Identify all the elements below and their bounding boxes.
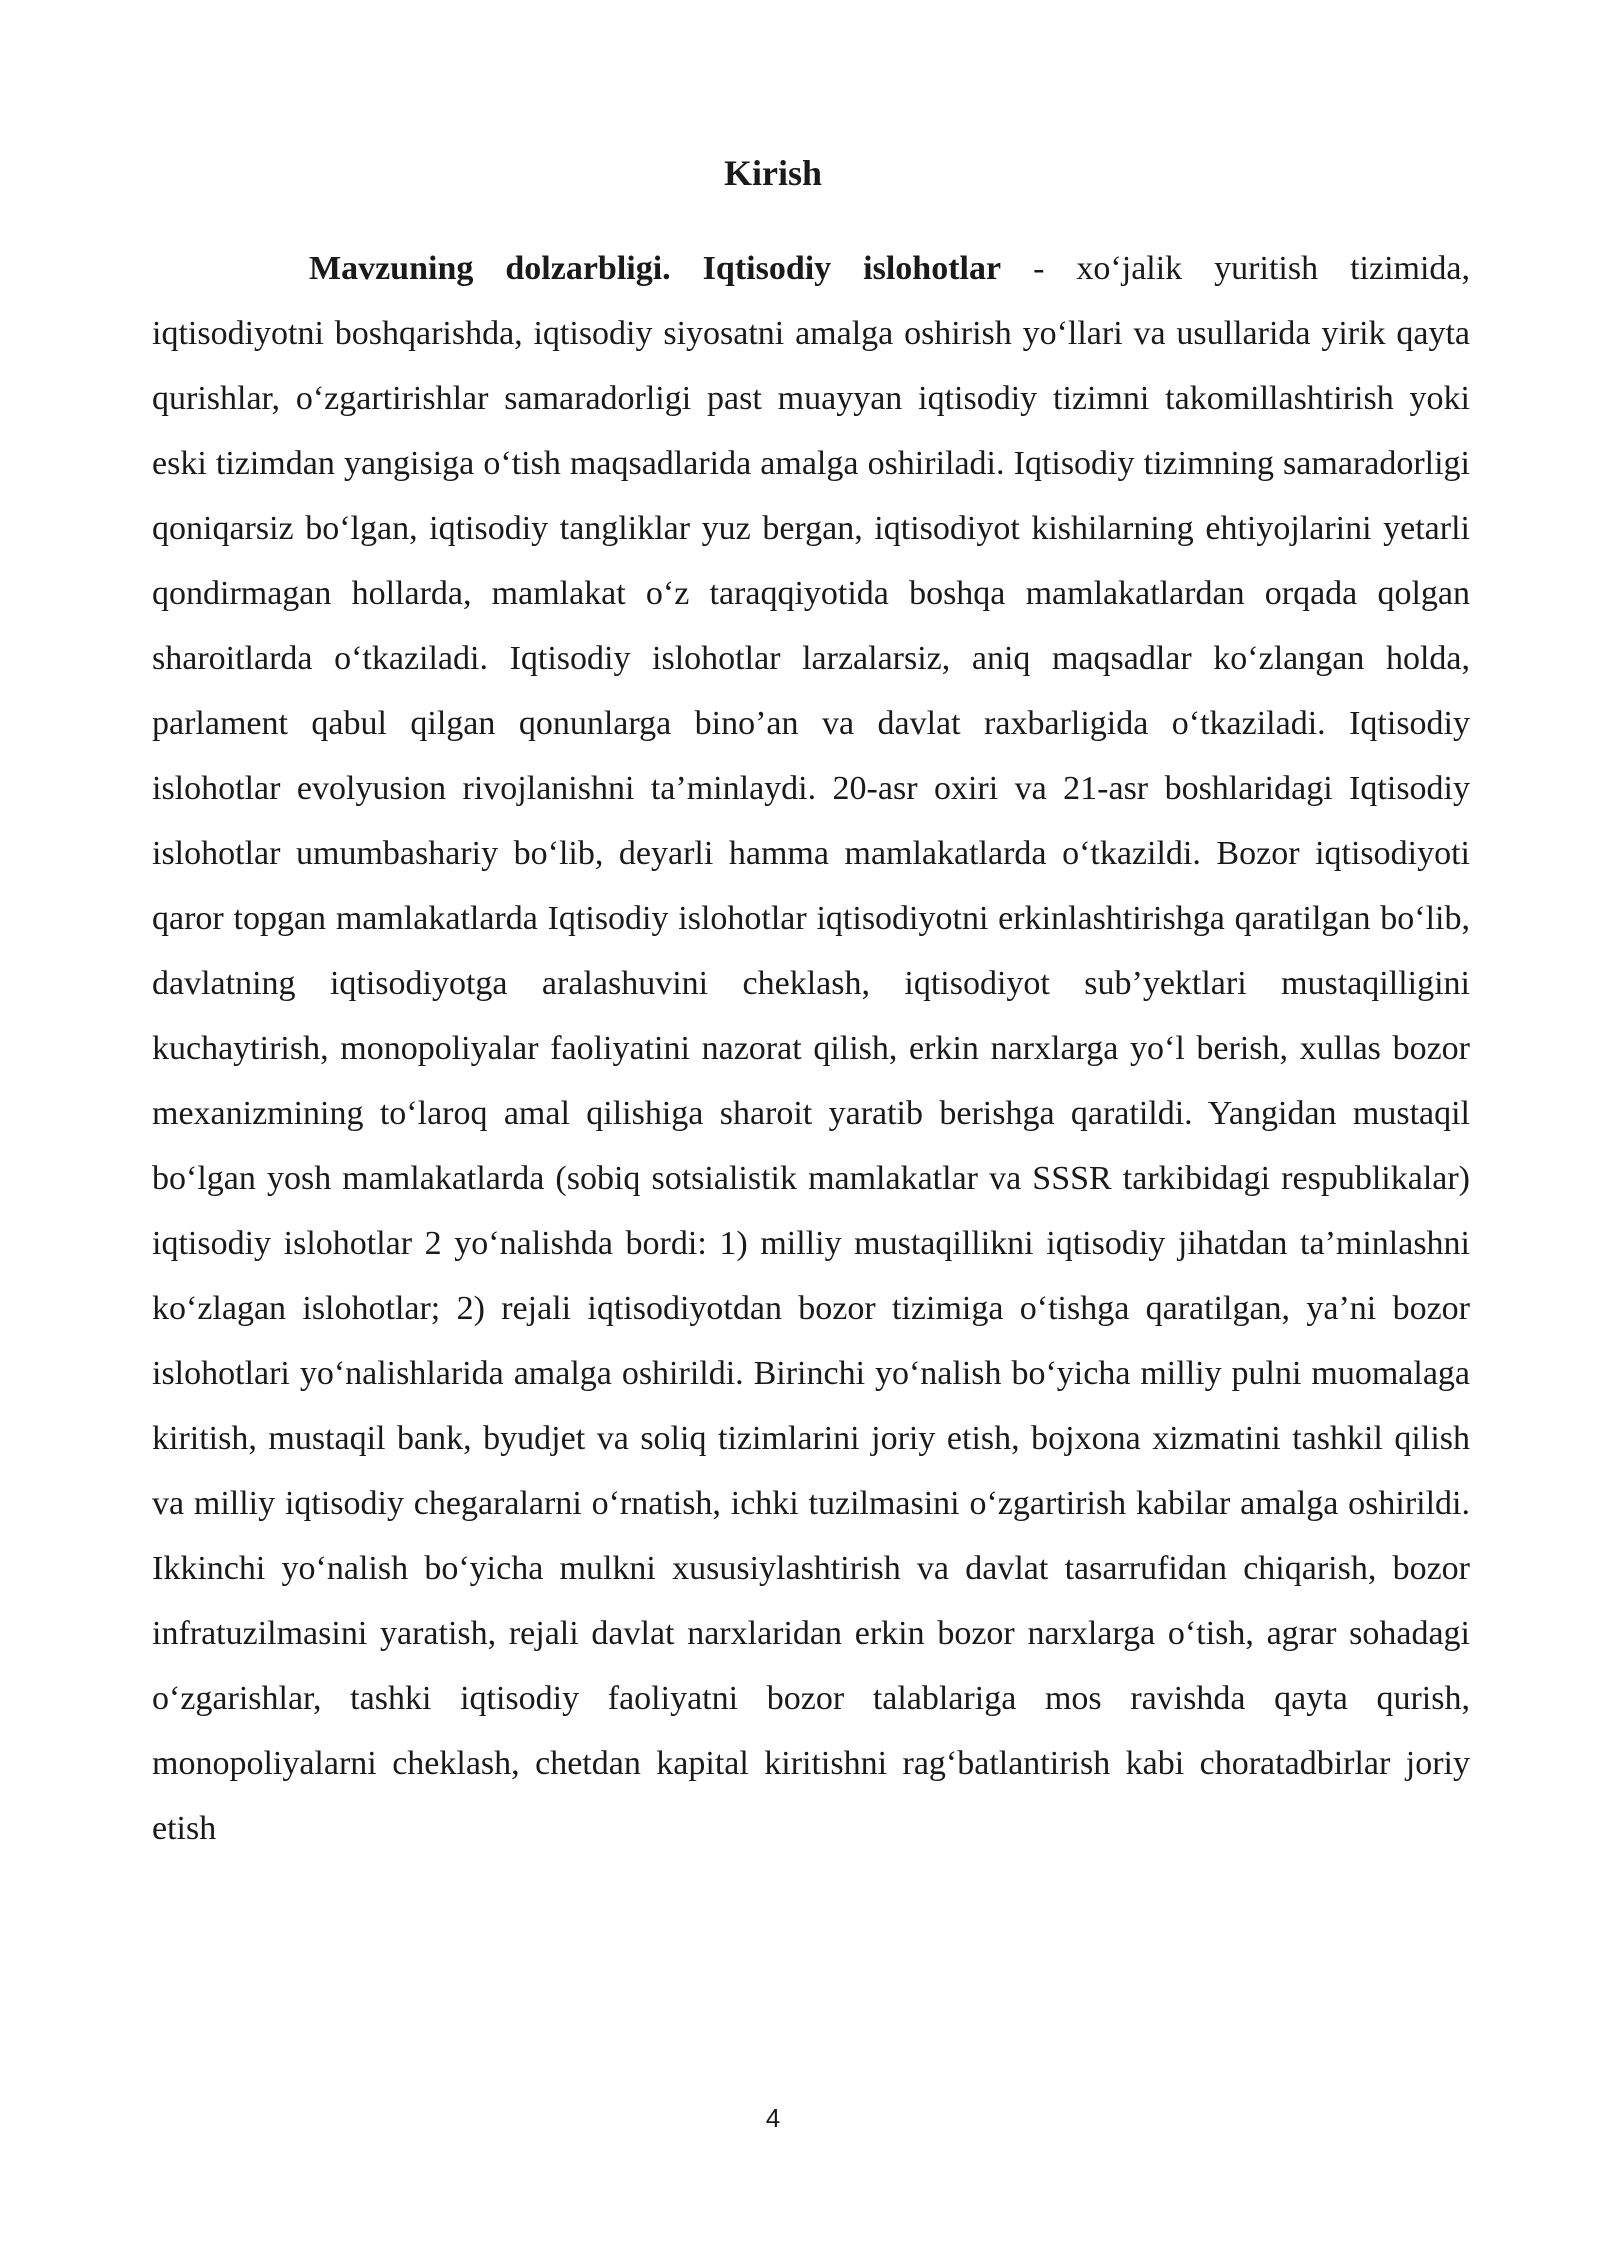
body-paragraph	[152, 236, 1470, 1861]
lead-heading: Mavzuning dolzarbligi.	[309, 250, 671, 287]
lead-term: Iqtisodiy islohotlar	[702, 250, 1002, 287]
page-number: 4	[765, 2103, 781, 2133]
paragraph-body-text: - xo‘jalik yuritish tizimida, iqtisodiyotni boshqarishda, iqtisodiy siyosatni amalga oshirish yo‘llari va usullarida yirik qayta qurishlar, o‘zgartirishlar samaradorligi past muayyan iqtisodiy tizimni takomillashtirish yoki eski tizimdan yangisiga o‘tish maqsadlarida amalga oshiriladi. Iqtisodiy tizimning samaradorligi qoniqarsiz bo‘lgan, iqtisodiy tangliklar yuz bergan, iqtisodiyot kishilarning ehtiyojlarini yetarli qondirmagan hollarda, mamlakat o‘z taraqqiyotida boshqa mamlakatlardan orqada qolgan sharoitlarda o‘tkaziladi. Iqtisodiy islohotlar larzalarsiz, aniq maqsadlar ko‘zlangan holda, parlament qabul qilgan qonunlarga bino’an va davlat raxbarligida o‘tkaziladi. Iqtisodiy islohotlar evolyusion rivojlanishni ta’minlaydi. 20-asr oxiri va 21-asr boshlaridagi Iqtisodiy islohotlar umumbashariy bo‘lib, deyarli hamma mamlakatlarda o‘tkazildi. Bozor iqtisodiyoti qaror topgan mamlakatlarda Iqtisodiy islohotlar iqtisodiyotni erkinlashtirishga qaratilgan bo‘lib, davlatning iqtisodiyotga aralashuvini cheklash, iqtisodiyot sub’yektlari mustaqilligini kuchaytirish, monopoliyalar faoliyatini nazorat qilish, erkin narxlarga yo‘l berish, xullas bozor mexanizmining to‘laroq amal qilishiga sharoit yaratib berishga qaratildi. Yangidan mustaqil bo‘lgan yosh mamlakatlarda (sobiq sotsialistik mamlakatlar va SSSR tarkibidagi respublikalar) iqtisodiy islohotlar 2 yo‘nalishda bordi: 1) milliy mustaqillikni iqtisodiy jihatdan ta’minlashni ko‘zlagan islohotlar; 2) rejali iqtisodiyotdan bozor tizimiga o‘tishga qaratilgan, ya’ni bozor islohotlari yo‘nalishlarida amalga oshirildi. Birinchi yo‘nalish bo‘yicha milliy pulni muomalaga kiritish, mustaqil bank, byudjet va soliq tizimlarini joriy etish, bojxona xizmatini tashkil qilish va milliy iqtisodiy chegaralarni o‘rnatish, ichki tuzilmasini o‘zgartirish kabilar amalga oshirildi. Ikkinchi yo‘nalish bo‘yicha mulkni xususiylashtirish va davlat tasarrufidan chiqarish, bozor infratuzilmasini yaratish, rejali davlat narxlaridan erkin bozor narxlarga o‘tish, agrar sohadagi o‘zgarishlar, tashki iqtisodiy faoliyatni bozor talablariga mos ravishda qayta qurish, monopoliyalarni cheklash, chetdan kapital kiritishni rag‘batlantirish kabi choratadbirlar joriy etish	[152, 250, 1471, 1847]
section-title: Kirish	[723, 153, 822, 193]
